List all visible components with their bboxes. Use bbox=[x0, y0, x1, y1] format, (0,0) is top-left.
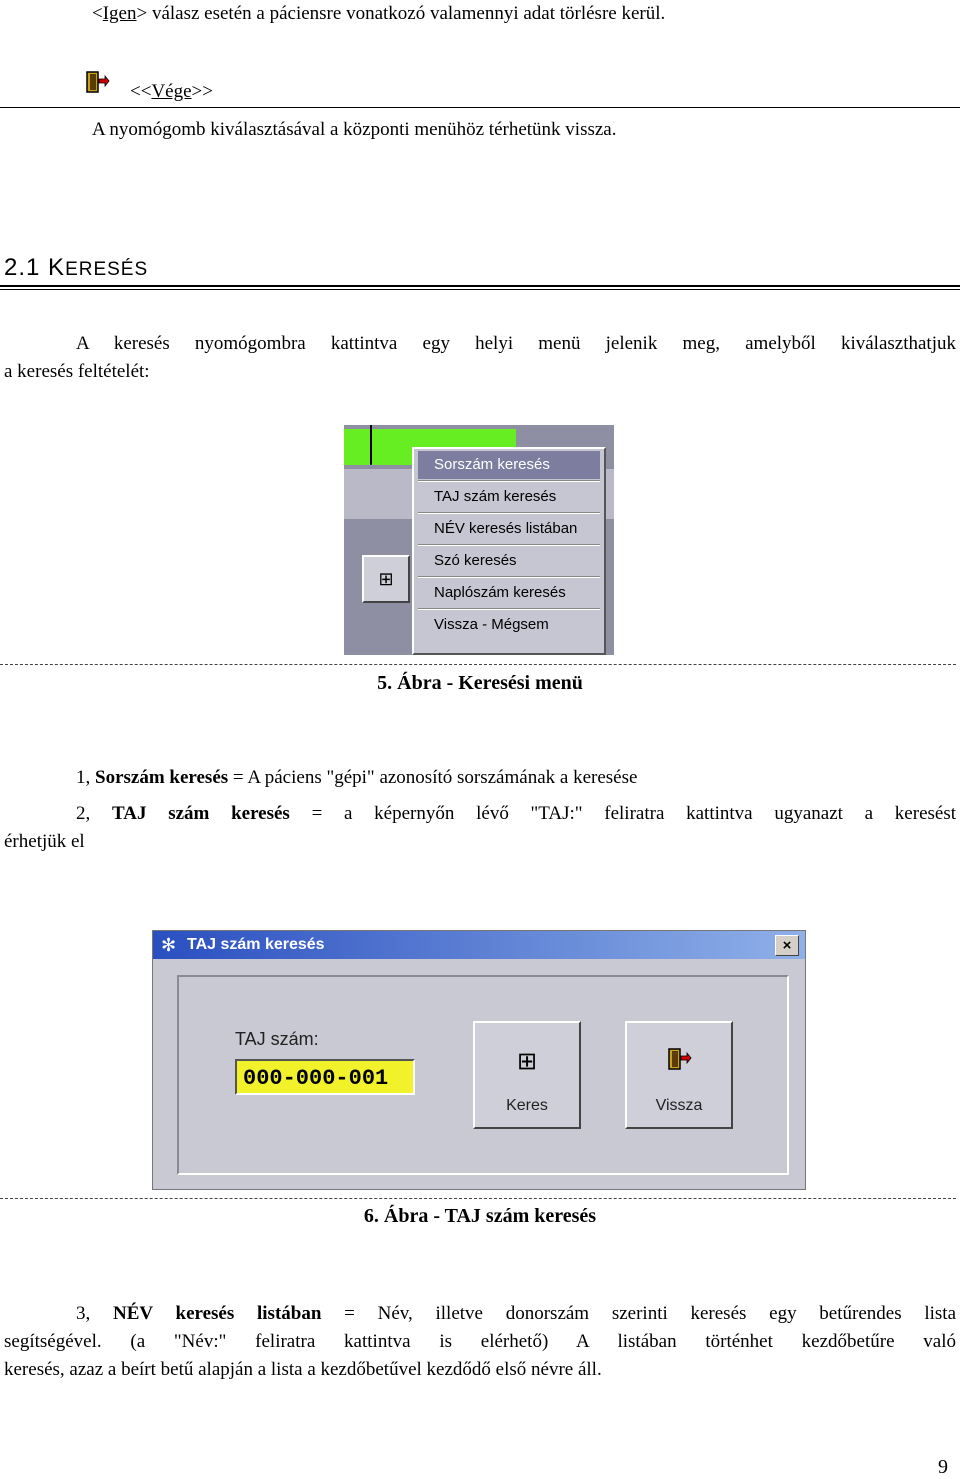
figure6-caption: 6. Ábra - TAJ szám keresés bbox=[363, 1205, 597, 1227]
section-title-rest: ERESÉS bbox=[65, 259, 149, 280]
exit-door-icon bbox=[84, 70, 110, 94]
caption-dashed-rule bbox=[0, 1198, 956, 1199]
igen-text: válasz esetén a páciensre vonatkozó valamennyi adat törlésre kerül. bbox=[147, 3, 666, 24]
page-number: 9 bbox=[938, 1456, 948, 1478]
item2-line2: érhetjük el bbox=[4, 831, 85, 852]
section-title-first: K bbox=[48, 254, 66, 281]
search-menu-screenshot bbox=[344, 425, 614, 655]
binoculars-icon: ⊞ bbox=[378, 569, 394, 589]
item1 bbox=[76, 764, 637, 792]
item2-text: = a képernyőn lévő "TAJ:" feliratra kattintva ugyanazt a keresést bbox=[289, 803, 956, 824]
item3-line3: keresés, azaz a beírt betű alapján a lista a kezdőbetűvel kezdődő első névre áll. bbox=[4, 1359, 602, 1380]
item3-term: NÉV keresés listában bbox=[113, 1303, 322, 1324]
close-button[interactable]: × bbox=[775, 935, 799, 956]
dialog-titlebar bbox=[153, 931, 805, 959]
item2 bbox=[76, 800, 956, 828]
igen-line: <Igen> válasz esetén a páciensre vonatkozó valamennyi adat törlésre kerül. bbox=[92, 3, 666, 24]
section-paragraph-line1: A keresés nyomógombra kattintva egy helyi menü jelenik meg, amelyből kiválaszthatjuk bbox=[76, 333, 956, 354]
exit-door-icon bbox=[627, 1047, 731, 1078]
divider bbox=[0, 107, 960, 108]
menu-separator bbox=[418, 544, 600, 546]
menu-item-szo[interactable]: Szó keresés bbox=[434, 552, 517, 569]
item3-line2: segítségével. (a "Név:" feliratra kattintva is elérhető) A listában történhet kezdőbetűre való bbox=[4, 1331, 956, 1352]
keres-button[interactable] bbox=[473, 1021, 581, 1129]
figure5-caption: 5. Ábra - Keresési menü bbox=[377, 672, 583, 694]
item1-text: = A páciens "gépi" azonosító sorszámának a keresése bbox=[228, 767, 638, 788]
binoculars-icon: ⊞ bbox=[516, 1049, 538, 1075]
menu-item-nev[interactable]: NÉV keresés listában bbox=[434, 520, 578, 537]
taj-search-dialog bbox=[152, 930, 806, 1190]
igen-key: Igen bbox=[102, 3, 137, 24]
menu-item-sorszam[interactable]: Sorszám keresés bbox=[418, 451, 600, 479]
menu-item-naplo[interactable]: Naplószám keresés bbox=[434, 584, 566, 601]
menu-separator bbox=[418, 512, 600, 514]
vege-prefix: << bbox=[130, 81, 152, 102]
taj-input[interactable]: 000-000-001 bbox=[235, 1059, 415, 1095]
item3-line1 bbox=[76, 1300, 956, 1328]
section-rule bbox=[0, 285, 960, 290]
search-button[interactable] bbox=[362, 555, 410, 603]
vege-key: Vége bbox=[151, 81, 192, 102]
item2-term: TAJ szám keresés bbox=[111, 803, 290, 824]
snowflake-icon: ✻ bbox=[161, 935, 177, 955]
caption-dashed-rule bbox=[0, 664, 956, 665]
section-paragraph-line2: a keresés feltételét: bbox=[4, 361, 150, 382]
item3-text: = Név, illetve donorszám szerinti keresés egy betűrendes lista bbox=[321, 1303, 957, 1324]
vege-label bbox=[130, 78, 213, 106]
vege-description: A nyomógomb kiválasztásával a központi menühöz térhetünk vissza. bbox=[92, 119, 617, 140]
search-popup-menu bbox=[412, 447, 606, 655]
dialog-title: TAJ szám keresés bbox=[187, 936, 325, 953]
keres-label: Keres bbox=[506, 1097, 548, 1114]
taj-field-label[interactable]: TAJ szám: bbox=[235, 1029, 319, 1049]
menu-item-taj[interactable]: TAJ szám keresés bbox=[434, 488, 557, 505]
menu-item-vissza[interactable]: Vissza - Mégsem bbox=[434, 616, 549, 633]
vissza-label: Vissza bbox=[655, 1097, 703, 1114]
item3-num: 3, bbox=[76, 1303, 113, 1324]
menu-separator bbox=[418, 576, 600, 578]
green-bar-tick bbox=[370, 425, 372, 465]
section-number: 2.1 bbox=[4, 254, 41, 281]
menu-separator bbox=[418, 480, 600, 482]
vege-suffix: >> bbox=[191, 81, 213, 102]
menu-separator bbox=[418, 608, 600, 610]
vissza-button[interactable] bbox=[625, 1021, 733, 1129]
section-heading bbox=[4, 254, 148, 282]
item2-num: 2, bbox=[76, 803, 112, 824]
item1-num: 1, bbox=[76, 767, 95, 788]
item1-term: Sorszám keresés bbox=[95, 767, 229, 788]
